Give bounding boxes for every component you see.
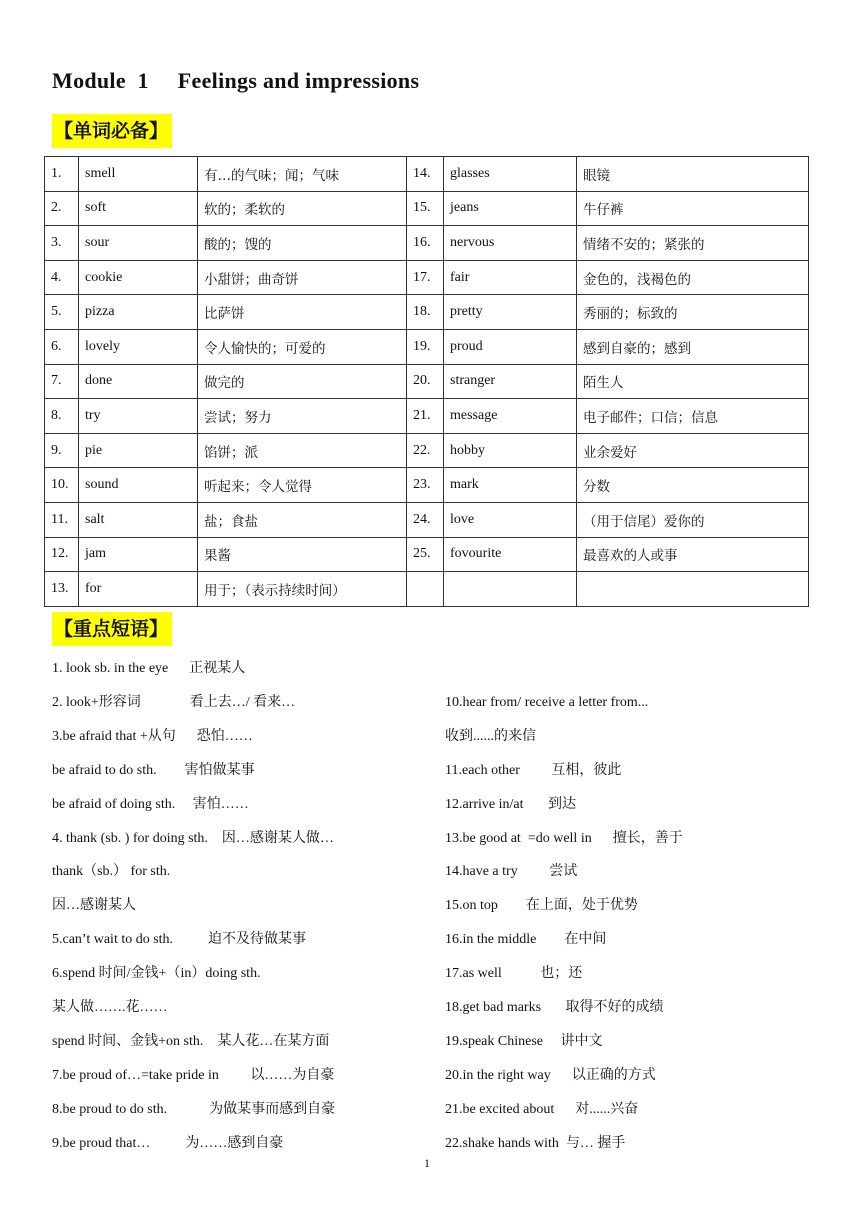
- vocab-table: [44, 156, 809, 607]
- vocab-cell-w2: fair: [444, 260, 577, 295]
- vocab-cell-w2: proud: [444, 329, 577, 364]
- phrase-right-line: 11.each other 互相，彼此: [445, 762, 622, 778]
- vocab-row: [45, 433, 809, 468]
- vocab-cell-n2: 22.: [407, 433, 444, 468]
- vocab-cell-w2: love: [444, 502, 577, 537]
- phrase-right-line: 13.be good at =do well in 擅长，善于: [445, 830, 683, 846]
- vocab-cell-w1: for: [79, 572, 198, 607]
- phrase-left-line: be afraid of doing sth. 害怕……: [52, 796, 249, 812]
- vocab-row: [45, 157, 809, 192]
- vocab-cell-m2: 陌生人: [577, 364, 809, 399]
- phrase-left-line: spend 时间、金钱+on sth. 某人花…在某方面: [52, 1033, 330, 1049]
- vocab-cell-w1: sour: [79, 226, 198, 261]
- vocab-cell-n1: 3.: [45, 226, 79, 261]
- phrase-left-line: 7.be proud of…=take pride in 以……为自豪: [52, 1067, 335, 1083]
- vocab-cell-n1: 1.: [45, 157, 79, 192]
- vocab-row: [45, 572, 809, 607]
- vocab-cell-w1: soft: [79, 191, 198, 226]
- phrase-right-line: 15.on top 在上面，处于优势: [445, 898, 638, 914]
- vocab-cell-w1: cookie: [79, 260, 198, 295]
- vocab-cell-n1: 7.: [45, 364, 79, 399]
- vocab-cell-n2: 19.: [407, 329, 444, 364]
- vocab-cell-w1: jam: [79, 537, 198, 572]
- page-number: 1: [424, 1156, 430, 1170]
- vocab-row: [45, 399, 809, 434]
- phrase-left-line: 9.be proud that… 为……感到自豪: [52, 1135, 284, 1151]
- vocab-cell-w2: nervous: [444, 226, 577, 261]
- phrase-left-line: 6.spend 时间/金钱+（in）doing sth.: [52, 966, 261, 982]
- vocab-cell-m2: 电子邮件；口信；信息: [577, 399, 809, 434]
- vocab-cell-m1: 听起来；令人觉得: [198, 468, 407, 503]
- vocab-cell-m2: 金色的，浅褐色的: [577, 260, 809, 295]
- vocab-cell-m1: 做完的: [198, 364, 407, 399]
- vocab-cell-m1: 小甜饼；曲奇饼: [198, 260, 407, 295]
- phrase-right-line: 19.speak Chinese 讲中文: [445, 1033, 603, 1049]
- phrase-left-line: be afraid to do sth. 害怕做某事: [52, 762, 255, 778]
- vocab-cell-n2: 16.: [407, 226, 444, 261]
- vocab-cell-m2: 最喜欢的人或事: [577, 537, 809, 572]
- vocab-cell-n2: 17.: [407, 260, 444, 295]
- vocab-cell-n2: 18.: [407, 295, 444, 330]
- vocab-section-label: 【单词必备】: [52, 114, 172, 148]
- vocab-cell-m1: 比萨饼: [198, 295, 407, 330]
- vocab-cell-w1: sound: [79, 468, 198, 503]
- vocab-cell-m1: 馅饼；派: [198, 433, 407, 468]
- vocab-cell-w2: message: [444, 399, 577, 434]
- page-title: Module 1 Feelings and impressions: [52, 68, 420, 93]
- phrase-left-line: 3.be afraid that +从句 恐怕……: [52, 728, 253, 744]
- vocab-cell-m2: （用于信尾）爱你的: [577, 502, 809, 537]
- vocab-row: [45, 260, 809, 295]
- vocab-cell-m1: 尝试；努力: [198, 399, 407, 434]
- vocab-cell-m1: 酸的；馊的: [198, 226, 407, 261]
- vocab-cell-w2: stranger: [444, 364, 577, 399]
- phrase-right-line: 17.as well 也；还: [445, 966, 583, 982]
- vocab-cell-m1: 令人愉快的；可爱的: [198, 329, 407, 364]
- vocab-cell-n1: 12.: [45, 537, 79, 572]
- vocab-cell-m2: 眼镜: [577, 157, 809, 192]
- phrase-right-line: 收到......的来信: [445, 728, 536, 744]
- vocab-cell-n1: 2.: [45, 191, 79, 226]
- vocab-cell-m1: 有…的气味；闻；气味: [198, 157, 407, 192]
- phrase-left-line: 8.be proud to do sth. 为做某事而感到自豪: [52, 1101, 336, 1117]
- vocab-cell-m2: 分数: [577, 468, 809, 503]
- vocab-row: [45, 295, 809, 330]
- phrase-right-line: 14.have a try 尝试: [445, 864, 578, 880]
- vocab-cell-w1: pie: [79, 433, 198, 468]
- vocab-cell-n2: 24.: [407, 502, 444, 537]
- vocab-cell-w1: try: [79, 399, 198, 434]
- vocab-cell-m1: 软的；柔软的: [198, 191, 407, 226]
- vocab-cell-w2: hobby: [444, 433, 577, 468]
- vocab-cell-w1: smell: [79, 157, 198, 192]
- vocab-cell-n2: [407, 572, 444, 607]
- vocab-cell-n1: 9.: [45, 433, 79, 468]
- phrase-left-line: 4. thank (sb. ) for doing sth. 因…感谢某人做…: [52, 830, 334, 846]
- vocab-row: [45, 364, 809, 399]
- phrase-left-line: 2. look+形容词 看上去…/ 看来…: [52, 694, 296, 710]
- vocab-cell-w2: glasses: [444, 157, 577, 192]
- vocab-cell-m2: 情绪不安的；紧张的: [577, 226, 809, 261]
- phrase-left-line: 1. look sb. in the eye 正视某人: [52, 661, 246, 676]
- vocab-cell-w2: jeans: [444, 191, 577, 226]
- vocab-cell-n1: 4.: [45, 260, 79, 295]
- vocab-cell-w2: fovourite: [444, 537, 577, 572]
- vocab-cell-w2: [444, 572, 577, 607]
- vocab-cell-w1: lovely: [79, 329, 198, 364]
- vocab-cell-n2: 14.: [407, 157, 444, 192]
- vocab-cell-w1: salt: [79, 502, 198, 537]
- vocab-cell-w1: pizza: [79, 295, 198, 330]
- vocab-cell-n2: 25.: [407, 537, 444, 572]
- vocab-cell-m2: 感到自豪的；感到: [577, 329, 809, 364]
- vocab-cell-n1: 10.: [45, 468, 79, 503]
- vocab-cell-n1: 5.: [45, 295, 79, 330]
- vocab-row: [45, 537, 809, 572]
- phrase-right-line: 20.in the right way 以正确的方式: [445, 1067, 656, 1083]
- vocab-cell-n1: 8.: [45, 399, 79, 434]
- vocab-cell-m1: 盐；食盐: [198, 502, 407, 537]
- vocab-cell-w2: mark: [444, 468, 577, 503]
- phrase-right-line: 18.get bad marks 取得不好的成绩: [445, 1000, 664, 1015]
- vocab-cell-m2: 秀丽的；标致的: [577, 295, 809, 330]
- vocab-row: [45, 191, 809, 226]
- vocab-cell-m2: 业余爱好: [577, 433, 809, 468]
- vocab-cell-m1: 用于；（表示持续时间）: [198, 572, 407, 607]
- vocab-row: [45, 226, 809, 261]
- vocab-cell-w1: done: [79, 364, 198, 399]
- vocab-cell-m1: 果酱: [198, 537, 407, 572]
- vocab-row: [45, 502, 809, 537]
- phrase-right-line: 16.in the middle 在中间: [445, 932, 607, 948]
- vocab-cell-n1: 13.: [45, 572, 79, 607]
- phrase-left-line: thank（sb.） for sth.: [52, 864, 171, 880]
- vocab-row: [45, 329, 809, 364]
- vocab-cell-n2: 15.: [407, 191, 444, 226]
- vocab-cell-m2: [577, 572, 809, 607]
- phrase-right-line: 22.shake hands with 与… 握手: [445, 1135, 626, 1151]
- phrase-right-line: 21.be excited about 对......兴奋: [445, 1101, 639, 1117]
- phrase-right-line: 12.arrive in/at 到达: [445, 796, 577, 812]
- vocab-row: [45, 468, 809, 503]
- phrase-right-line: 10.hear from/ receive a letter from...: [445, 694, 649, 710]
- vocab-cell-n1: 11.: [45, 502, 79, 537]
- phrase-left-line: 某人做…….花……: [52, 1000, 168, 1015]
- vocab-cell-n2: 23.: [407, 468, 444, 503]
- phrases-section-label: 【重点短语】: [52, 612, 172, 646]
- vocab-cell-m2: 牛仔裤: [577, 191, 809, 226]
- phrase-left-line: 因…感谢某人: [52, 898, 136, 914]
- vocab-cell-w2: pretty: [444, 295, 577, 330]
- vocab-cell-n2: 21.: [407, 399, 444, 434]
- phrase-left-line: 5.can’t wait to do sth. 迫不及待做某事: [52, 932, 307, 948]
- vocab-cell-n2: 20.: [407, 364, 444, 399]
- vocab-cell-n1: 6.: [45, 329, 79, 364]
